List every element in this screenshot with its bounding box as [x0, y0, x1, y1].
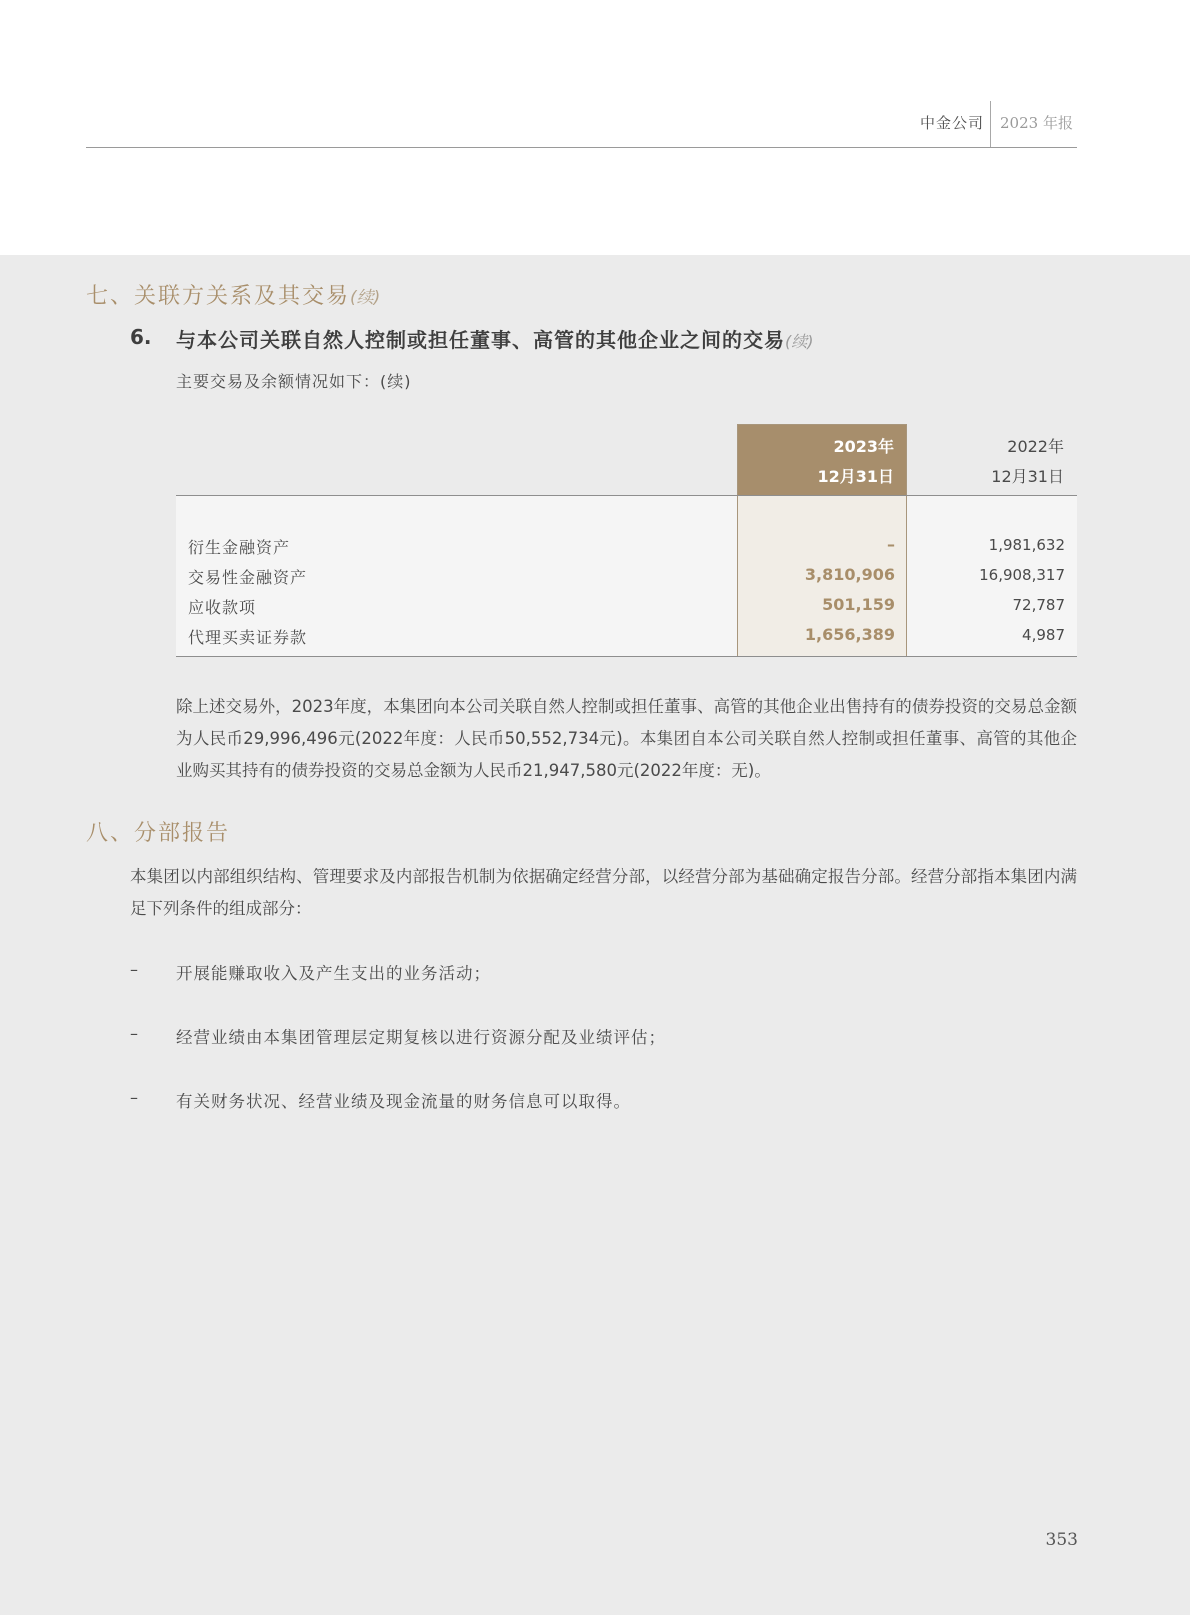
header-rule [86, 147, 1077, 148]
header-divider [990, 101, 991, 147]
bullet-item-3: 有关财务状况、经营业绩及现金流量的财务信息可以取得。 [176, 1092, 631, 1111]
row-value-2023-trading-assets: 3,810,906 [804, 565, 895, 584]
row-label-receivables: 应收款项 [188, 598, 257, 617]
row-value-2023-brokerage-payables: 1,656,389 [804, 625, 895, 644]
table-rule-bottom [176, 656, 1077, 657]
section-8-paragraph: 本集团以内部组织结构、管理要求及内部报告机制为依据确定经营分部，以经营分部为基础确定报告分部。经营分部指本集团内满足下列条件的组成部分： [130, 867, 1077, 918]
table-intro: 主要交易及余额情况如下：(续) [176, 372, 412, 391]
row-value-2022-trading-assets: 16,908,317 [979, 566, 1065, 584]
section-7-title-text: 七、关联方关系及其交易 [86, 284, 351, 309]
page-body-band [0, 255, 1190, 1615]
bullet-dash-3: – [130, 1088, 138, 1107]
subsection-continued: (续) [785, 332, 814, 351]
col-2022-year: 2022年 [1007, 437, 1064, 456]
row-value-2022-brokerage-payables: 4,987 [1022, 626, 1065, 644]
row-label-derivative-assets: 衍生金融资产 [188, 538, 291, 557]
page-number: 353 [1045, 1530, 1078, 1550]
col-2023-date: 12月31日 [817, 467, 894, 486]
bullet-dash-1: – [130, 960, 138, 979]
row-value-2022-receivables: 72,787 [1012, 596, 1065, 614]
subsection-number: 6. [130, 325, 152, 349]
section-7-continued: (续) [350, 288, 381, 308]
row-value-2023-derivative-assets: – [887, 535, 895, 554]
section-8-title: 八、分部报告 [86, 821, 231, 846]
section-7-title [86, 279, 380, 310]
header-company: 中金公司 [919, 114, 984, 132]
col-2023-year: 2023年 [833, 437, 894, 456]
section-7-paragraph: 除上述交易外，2023年度，本集团向本公司关联自然人控制或担任董事、高管的其他企业出售持有的债券投资的交易总金额为人民币29,996,496元(2022年度：人民币50,552,734元)。本集团自本公司关联自然人控制或担任董事、高管的其他企业购买其持有的债券投资的交易总金额为人民币21,947,580元(2022年度：无)。 [176, 697, 1077, 780]
bullet-item-1: 开展能赚取收入及产生支出的业务活动； [176, 964, 491, 983]
bullet-item-2: 经营业绩由本集团管理层定期复核以进行资源分配及业绩评估； [176, 1028, 666, 1047]
subsection-title [176, 324, 814, 353]
row-value-2022-derivative-assets: 1,981,632 [988, 536, 1065, 554]
table-rule-top [176, 495, 1077, 496]
header-report-year: 2023 年报 [1000, 114, 1073, 132]
row-value-2023-receivables: 501,159 [822, 595, 895, 614]
bullet-dash-2: – [130, 1024, 138, 1043]
subsection-title-text: 与本公司关联自然人控制或担任董事、高管的其他企业之间的交易 [176, 328, 785, 352]
col-2022-date: 12月31日 [991, 467, 1064, 486]
row-label-brokerage-payables: 代理买卖证券款 [188, 628, 308, 647]
row-label-trading-assets: 交易性金融资产 [188, 568, 308, 587]
